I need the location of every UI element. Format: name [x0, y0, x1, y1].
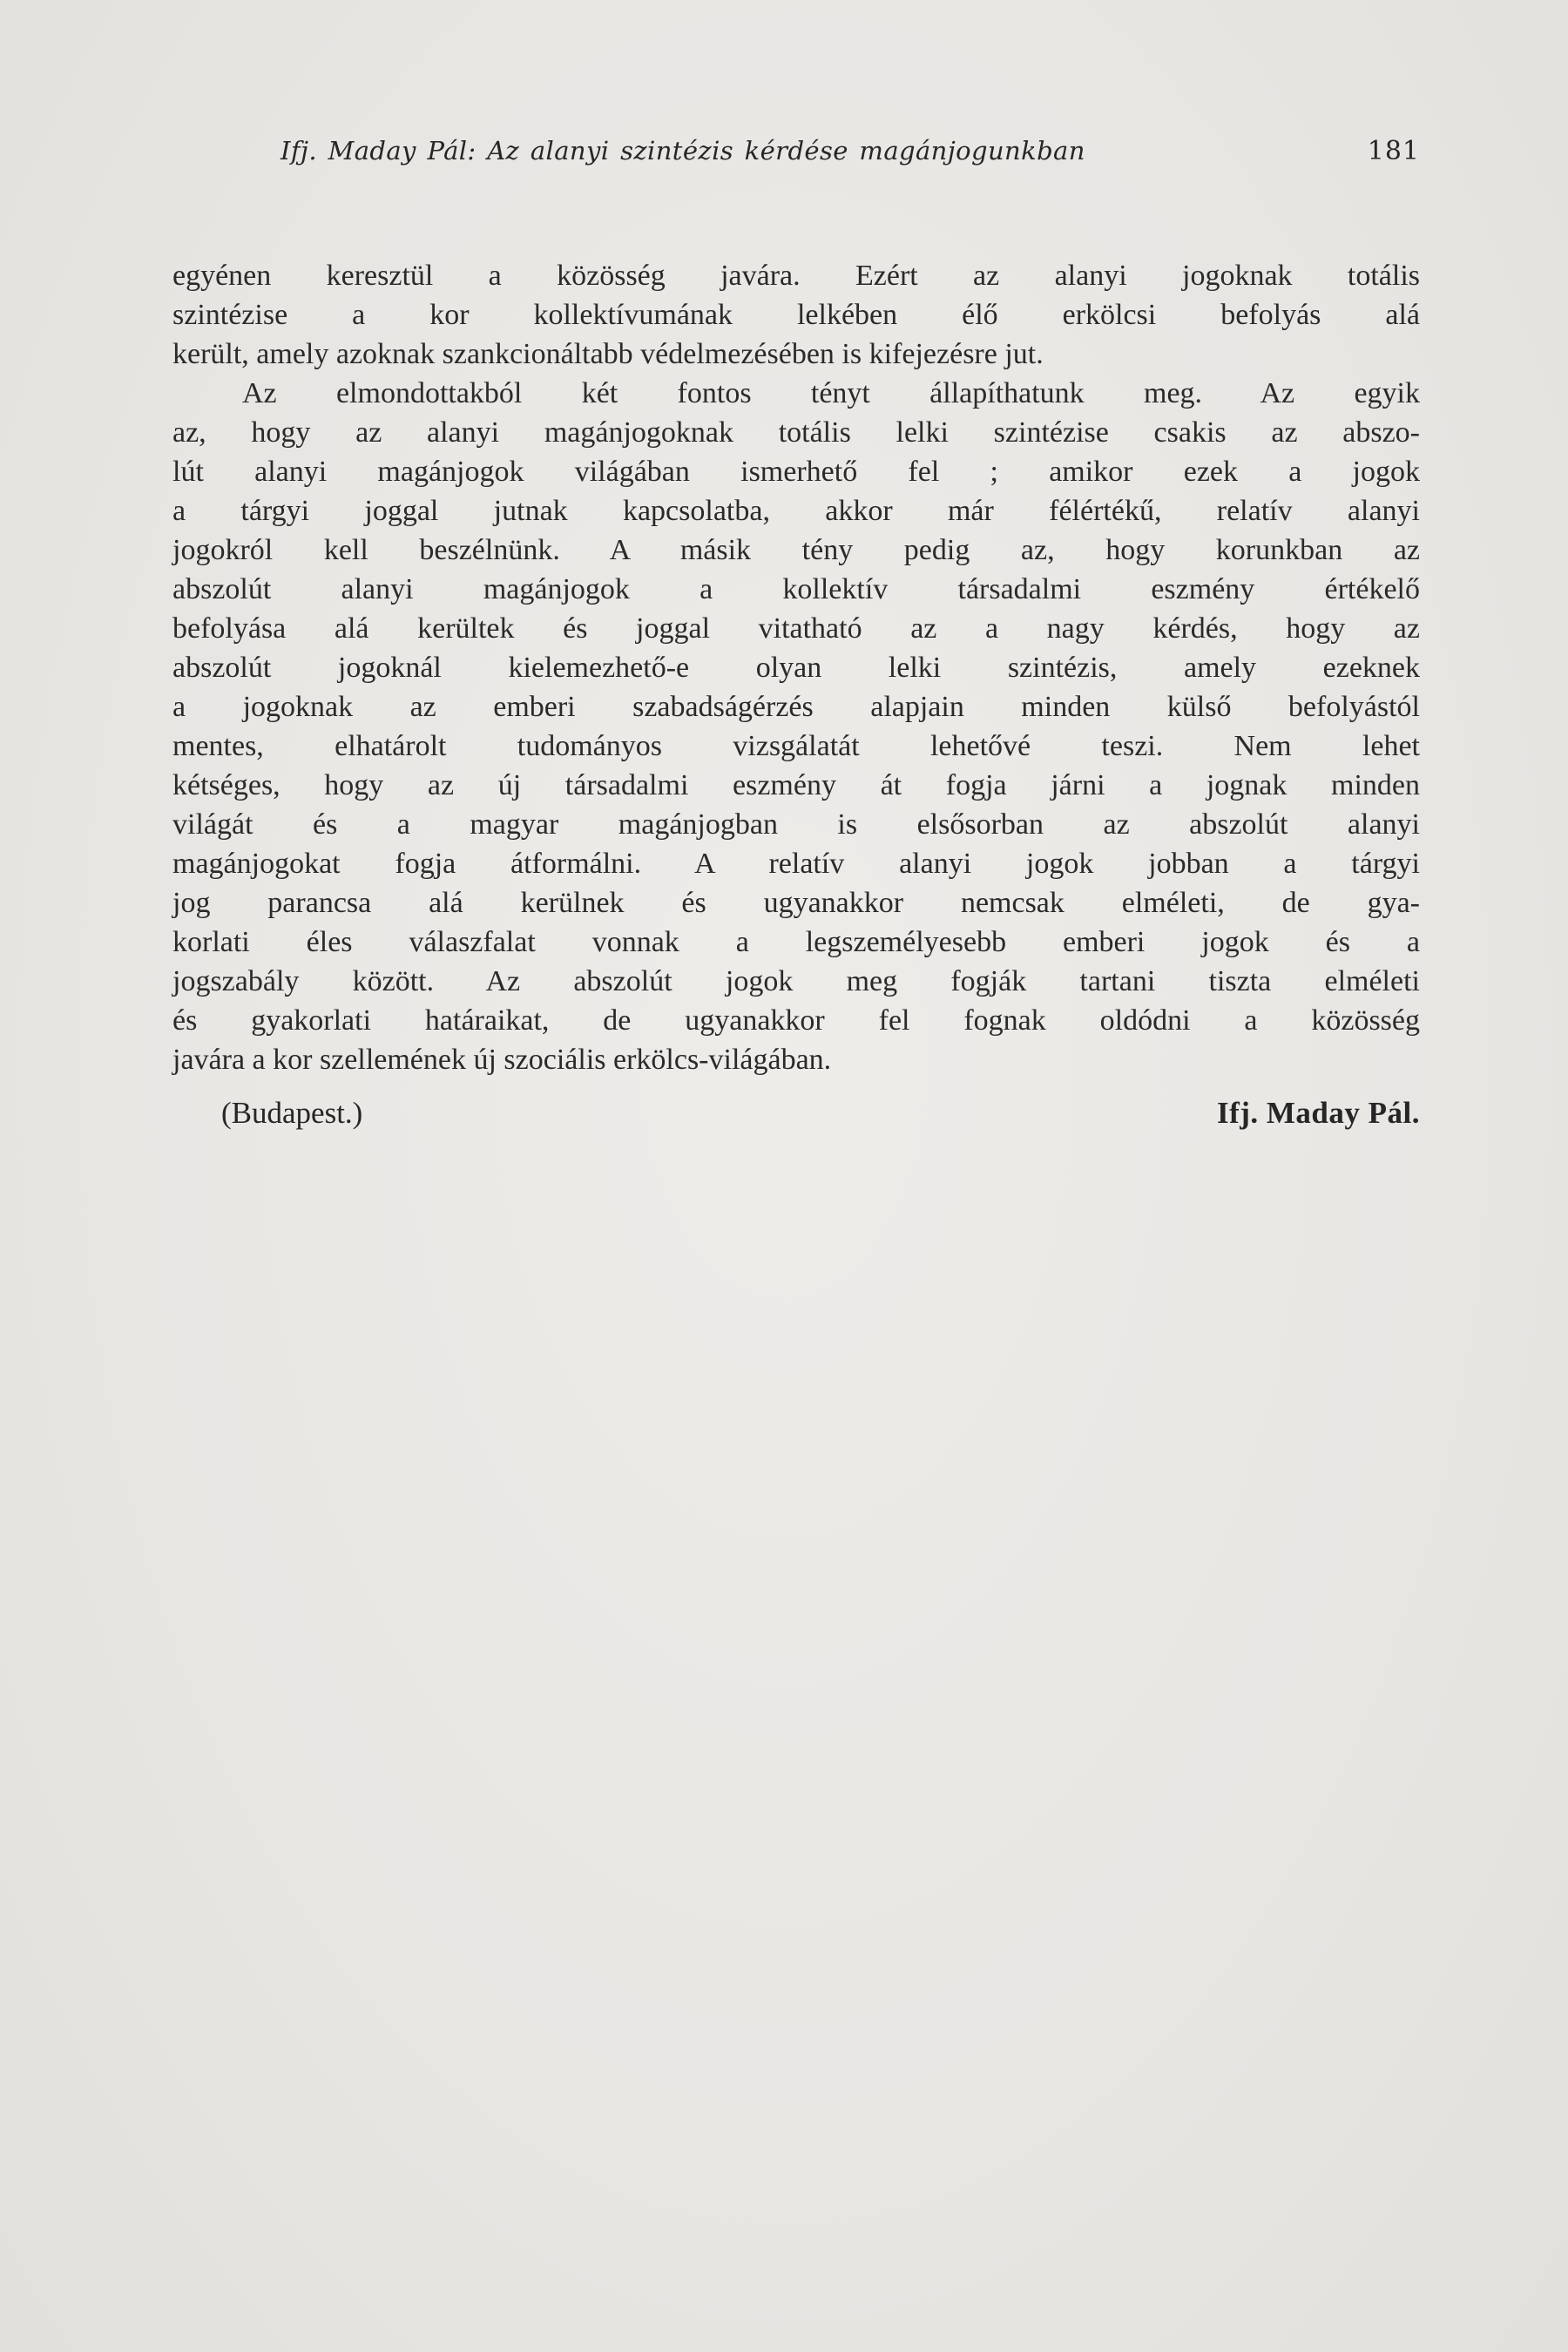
- text-line: korlati éles válaszfalat vonnak a legszemélyesebb emberi jogok és a: [172, 926, 1420, 958]
- text-line: jog parancsa alá kerülnek és ugyanakkor nemcsak elméleti, de gya-: [172, 887, 1420, 919]
- text-line: mentes, elhatárolt tudományos vizsgálatát lehetővé teszi. Nem lehet: [172, 730, 1420, 762]
- text-line: abszolút jogoknál kielemezhető-e olyan lelki szintézis, amely ezeknek: [172, 652, 1420, 684]
- signature-place: (Budapest.): [221, 1096, 363, 1130]
- text-line: világát és a magyar magánjogban is elsősorban az abszolút alanyi: [172, 808, 1420, 841]
- text-line: Az elmondottakból két fontos tényt állapíthatunk meg. Az egyik: [242, 377, 1420, 409]
- text-line: magánjogokat fogja átformálni. A relatív alanyi jogok jobban a tárgyi: [172, 848, 1420, 880]
- text-line: jogokról kell beszélnünk. A másik tény pedig az, hogy korunkban az: [172, 534, 1420, 566]
- signature-author: Ifj. Maday Pál.: [1216, 1096, 1420, 1130]
- body-text: [172, 256, 1420, 1079]
- text-line: a tárgyi joggal jutnak kapcsolatba, akkor már félértékű, relatív alanyi: [172, 495, 1420, 527]
- text-line: és gyakorlati határaikat, de ugyanakkor fel fognak oldódni a közösség: [172, 1004, 1420, 1037]
- text-line: az, hogy az alanyi magánjogoknak totális lelki szintézise csakis az abszo-: [172, 416, 1420, 449]
- running-title: Ifj. Maday Pál: Az alanyi szintézis kérdése magánjogunkban: [280, 136, 1085, 166]
- running-head: [172, 136, 1420, 171]
- signature-row: [172, 1096, 1420, 1138]
- page-number: 181: [1367, 136, 1420, 166]
- text-line: egyénen keresztül a közösség javára. Ezért az alanyi jogoknak totális: [172, 260, 1420, 292]
- text-line: a jogoknak az emberi szabadságérzés alapjain minden külső befolyástól: [172, 691, 1420, 723]
- text-line: befolyása alá kerültek és joggal vitatható az a nagy kérdés, hogy az: [172, 612, 1420, 645]
- text-line: javára a kor szellemének új szociális erkölcs-világában.: [172, 1044, 832, 1076]
- text-line: jogszabály között. Az abszolút jogok meg fogják tartani tiszta elméleti: [172, 965, 1420, 997]
- text-line: szintézise a kor kollektívumának lelkében élő erkölcsi befolyás alá: [172, 299, 1420, 331]
- text-line: kétséges, hogy az új társadalmi eszmény át fogja járni a jognak minden: [172, 769, 1420, 801]
- text-line: került, amely azoknak szankcionáltabb védelmezésében is kifejezésre jut.: [172, 338, 1044, 370]
- text-line: lút alanyi magánjogok világában ismerhető fel ; amikor ezek a jogok: [172, 456, 1420, 488]
- text-line: abszolút alanyi magánjogok a kollektív társadalmi eszmény értékelő: [172, 573, 1420, 605]
